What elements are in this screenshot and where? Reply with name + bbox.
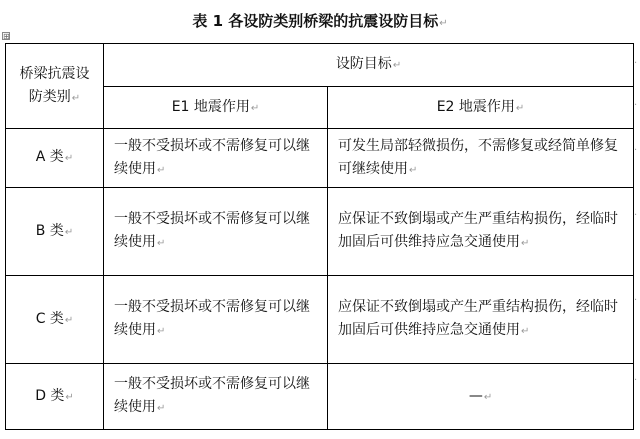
e2-cell	[328, 129, 634, 188]
paragraph-mark-icon: ↵	[157, 403, 166, 414]
e2-text: 可发生局部轻微损伤，不需修复或经简单修复可继续使用	[338, 137, 618, 177]
paragraph-mark-icon: ↵	[392, 60, 402, 71]
e2-text: —	[468, 387, 483, 404]
paragraph-mark-icon: ↵	[64, 226, 74, 238]
e1-cell	[104, 188, 328, 276]
e1-text: 一般不受损坏或不需修复可以继续使用	[114, 211, 310, 250]
e2-cell	[328, 276, 634, 364]
paragraph-mark-icon: ↵	[439, 18, 448, 29]
paragraph-mark-icon: ↵	[521, 326, 530, 337]
header-e2-cell	[328, 87, 634, 129]
paragraph-mark-icon: ↵	[71, 92, 81, 104]
e1-text: 一般不受损坏或不需修复可以继续使用	[114, 299, 310, 338]
seismic-targets-table	[5, 43, 634, 430]
e2-text: 应保证不致倒塌或产生严重结构损伤，经临时加固后可供维持应急交通使用	[338, 211, 618, 250]
table-row	[6, 129, 634, 188]
table-anchor-icon[interactable]: ⊞	[3, 32, 10, 41]
header-target-cell	[104, 44, 634, 87]
e1-cell	[104, 364, 328, 430]
header-category-cell	[6, 44, 104, 129]
row-end-mark-icon: ·	[634, 100, 638, 111]
table-header-row	[6, 44, 634, 87]
paragraph-mark-icon: ↵	[521, 238, 530, 249]
e1-text: 一般不受损坏或不需修复可以继续使用	[114, 376, 310, 415]
category-label: C 类	[35, 310, 64, 327]
e2-cell	[328, 188, 634, 276]
e1-text: 一般不受损坏或不需修复可以继续使用	[114, 137, 310, 177]
paragraph-mark-icon: ↵	[157, 164, 166, 176]
table-row	[6, 188, 634, 276]
row-end-mark-icon: ·	[634, 210, 638, 221]
paragraph-mark-icon: ↵	[64, 153, 74, 164]
paragraph-mark-icon: ↵	[157, 326, 166, 337]
e2-cell	[328, 364, 634, 430]
header-target-label: 设防目标	[335, 56, 392, 72]
category-cell	[6, 129, 104, 188]
paragraph-mark-icon: ↵	[157, 238, 166, 249]
table-caption	[0, 10, 640, 31]
category-cell	[6, 276, 104, 364]
row-end-mark-icon: ·	[634, 58, 638, 69]
paragraph-mark-icon: ↵	[409, 164, 418, 176]
category-label: A 类	[35, 149, 64, 165]
e1-cell	[104, 276, 328, 364]
paragraph-mark-icon: ↵	[483, 391, 493, 403]
header-e1-label: E1 地震作用	[171, 98, 250, 115]
header-e1-cell	[104, 87, 328, 129]
category-label: B 类	[35, 222, 64, 239]
table-row	[6, 364, 634, 430]
header-category-label: 桥梁抗震设防类别	[19, 65, 90, 105]
e2-text: 应保证不致倒塌或产生严重结构损伤，经临时加固后可供维持应急交通使用	[338, 299, 618, 338]
row-end-mark-icon: ·	[634, 295, 638, 306]
caption-text: 表 1 各设防类别桥梁的抗震设防目标	[192, 12, 439, 30]
e1-cell	[104, 129, 328, 188]
row-end-mark-icon: ·	[634, 375, 638, 386]
paragraph-mark-icon: ↵	[64, 314, 74, 326]
paragraph-mark-icon: ↵	[515, 102, 525, 114]
category-cell	[6, 364, 104, 430]
category-label: D 类	[35, 387, 65, 404]
row-end-mark-icon: ·	[634, 145, 638, 156]
header-e2-label: E2 地震作用	[436, 98, 515, 115]
paragraph-mark-icon: ↵	[65, 391, 74, 403]
table-row	[6, 276, 634, 364]
paragraph-mark-icon: ↵	[250, 102, 260, 114]
category-cell	[6, 188, 104, 276]
